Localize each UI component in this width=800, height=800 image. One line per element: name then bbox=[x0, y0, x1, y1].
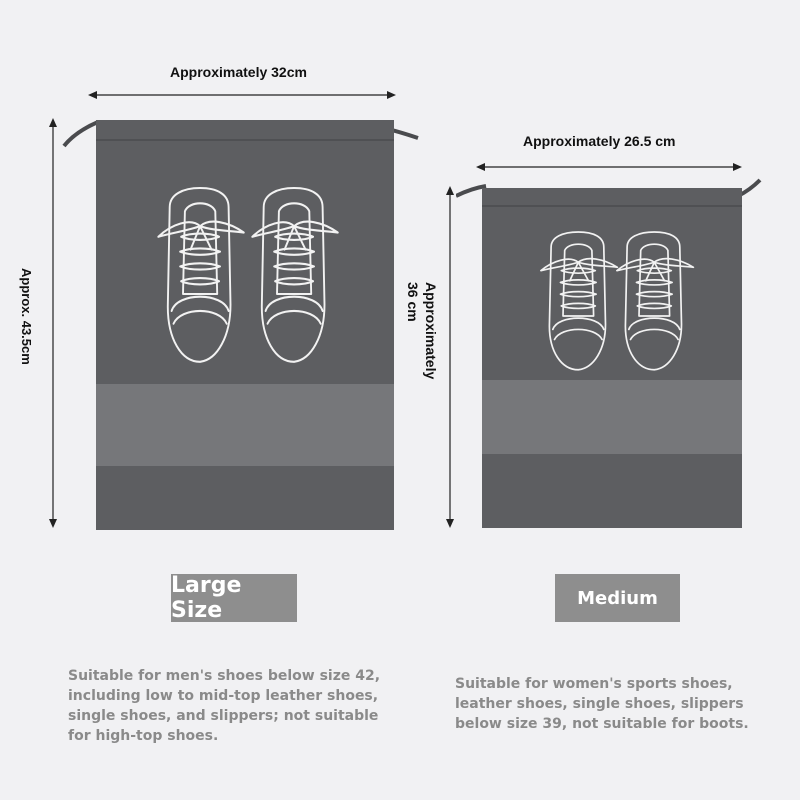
medium-bag-image bbox=[456, 176, 766, 532]
large-height-arrow bbox=[46, 118, 60, 528]
large-size-badge: Large Size bbox=[171, 574, 297, 622]
medium-width-label: Approximately 26.5 cm bbox=[523, 133, 676, 149]
large-bag-image bbox=[62, 116, 422, 532]
medium-size-badge: Medium bbox=[555, 574, 680, 622]
medium-bag-body bbox=[482, 188, 742, 528]
large-width-label: Approximately 32cm bbox=[170, 64, 307, 80]
medium-height-arrow bbox=[443, 186, 457, 528]
large-height-label: Approx. 43.5cm bbox=[19, 268, 34, 365]
medium-description: Suitable for women's sports shoes, leather shoes, single shoes, slippers below size 39, not suitable for boots. bbox=[455, 676, 749, 732]
medium-width-arrow bbox=[476, 160, 742, 174]
large-bag-window bbox=[96, 384, 394, 466]
large-width-arrow bbox=[88, 88, 398, 102]
medium-drawstring-left bbox=[456, 186, 486, 196]
medium-bag-window bbox=[482, 380, 742, 454]
medium-height-label: Approximately 36 cm bbox=[405, 282, 439, 380]
large-description: Suitable for men's shoes below size 42, including low to mid-top leather shoes, single shoes, and slippers; not suitable for high-top shoes. bbox=[68, 668, 381, 744]
large-bag-body bbox=[96, 120, 394, 530]
large-drawstring-left bbox=[64, 122, 98, 146]
